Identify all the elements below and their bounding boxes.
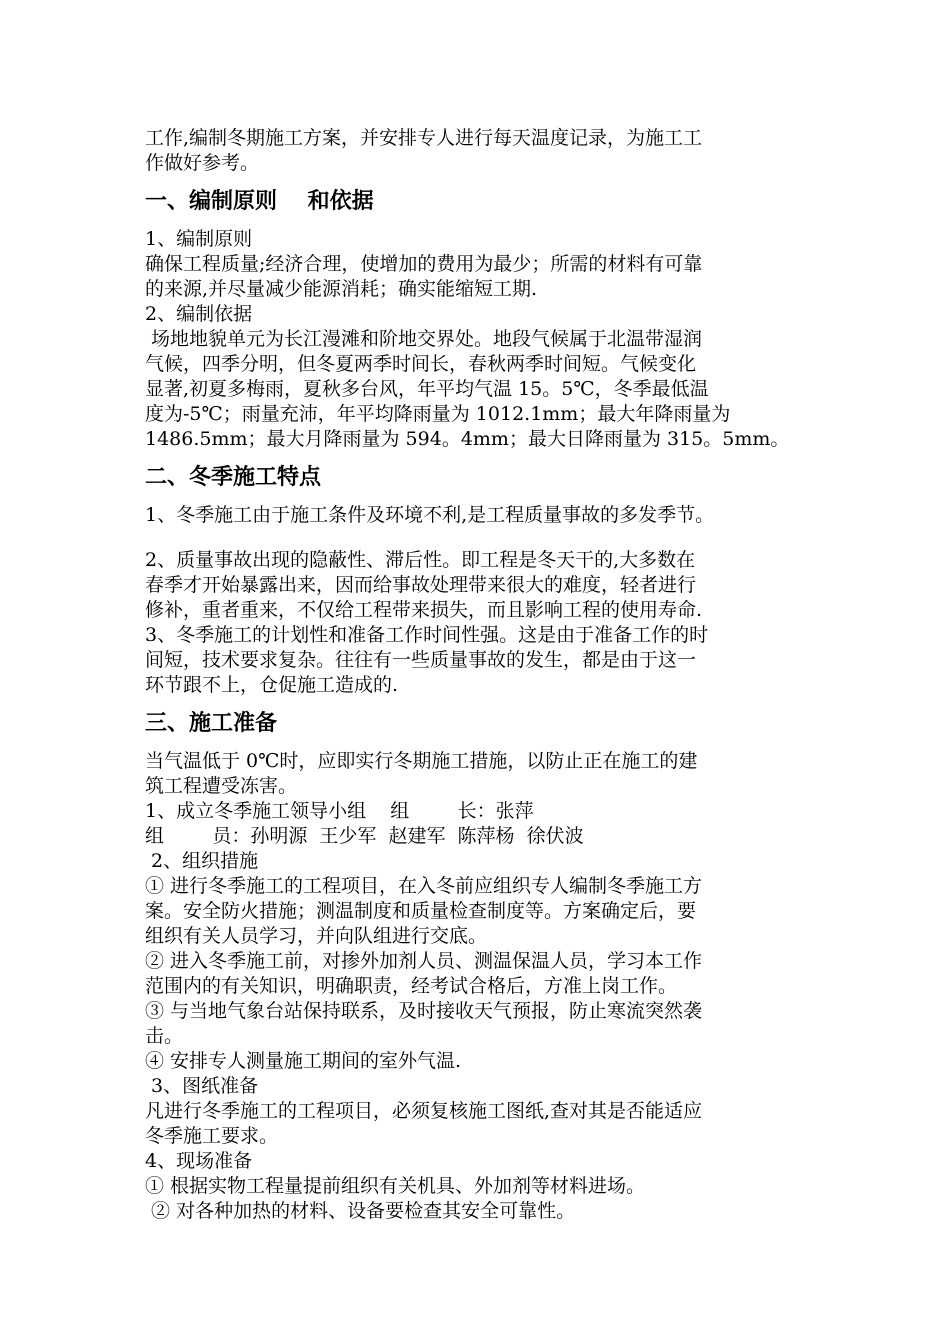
paragraph-line: ④ 安排专人测量施工期间的室外气温.	[145, 1050, 462, 1072]
paragraph-line: 组 员：孙明源 王少军 赵建军 陈萍杨 徐伏波	[145, 825, 584, 847]
paragraph-line: 3、冬季施工的计划性和准备工作时间性强。这是由于准备工作的时	[145, 624, 709, 646]
paragraph-line: 间短，技术要求复杂。往往有一些质量事故的发生，都是由于这一	[145, 649, 697, 671]
paragraph-line: ② 进入冬季施工前，对掺外加剂人员、测温保温人员，学习本工作	[145, 950, 703, 972]
paragraph-line: 凡进行冬季施工的工程项目，必须复核施工图纸,查对其是否能适应	[145, 1100, 703, 1122]
paragraph-line: 2、组织措施	[145, 850, 259, 872]
paragraph-line: 环节跟不上，仓促施工造成的.	[145, 674, 399, 696]
paragraph-line: 的来源,并尽量减少能源消耗；确实能缩短工期.	[145, 278, 538, 300]
paragraph-line: 1、冬季施工由于施工条件及环境不利,是工程质量事故的多发季节。	[145, 504, 715, 526]
paragraph-line: 案。安全防火措施；测温制度和质量检查制度等。方案确定后，要	[145, 900, 697, 922]
paragraph-line: ② 对各种加热的材料、设备要检查其安全可靠性。	[145, 1200, 576, 1222]
section-heading: 二、冬季施工特点	[145, 465, 322, 490]
paragraph-line: ③ 与当地气象台站保持联系，及时接收天气预报，防止寒流突然袭	[145, 1000, 703, 1022]
paragraph-line: 确保工程质量;经济合理，使增加的费用为最少；所需的材料有可靠	[145, 253, 703, 275]
paragraph-line: 筑工程遭受冻害。	[145, 775, 298, 797]
paragraph-line: 当气温低于 0℃时，应即实行冬期施工措施，以防止正在施工的建	[145, 750, 698, 772]
paragraph-line: 4、现场准备	[145, 1150, 253, 1172]
paragraph-line: 冬季施工要求。	[145, 1125, 279, 1147]
paragraph-line: 场地地貌单元为长江漫滩和阶地交界处。地段气候属于北温带湿润	[145, 328, 703, 350]
paragraph-line: 击。	[145, 1025, 184, 1047]
paragraph-line: 显著,初夏多梅雨，夏秋多台风，年平均气温 15。5℃，冬季最低温	[145, 378, 709, 400]
paragraph-line: 修补，重者重来，不仅给工程带来损失，而且影响工程的使用寿命.	[145, 599, 703, 621]
paragraph-line: 组织有关人员学习，并向队组进行交底。	[145, 925, 488, 947]
paragraph-line: 2、质量事故出现的隐蔽性、滞后性。即工程是冬天干的,大多数在	[145, 549, 696, 571]
intro-line: 作做好参考。	[145, 152, 260, 174]
document-body	[145, 126, 825, 1224]
paragraph-line: 度为-5℃；雨量充沛，年平均降雨量为 1012.1mm；最大年降雨量为	[145, 403, 731, 425]
paragraph-line: 气候，四季分明，但冬夏两季时间长，春秋两季时间短。气候变化	[145, 353, 697, 375]
intro-line: 工作,编制冬期施工方案，并安排专人进行每天温度记录，为施工工	[145, 127, 703, 149]
paragraph-line: ① 进行冬季施工的工程项目，在入冬前应组织专人编制冬季施工方	[145, 875, 703, 897]
paragraph-line: 3、图纸准备	[145, 1075, 259, 1097]
paragraph-line: 1、成立冬季施工领导小组 组 长：张萍	[145, 800, 534, 822]
section-heading: 一、编制原则 和依据	[145, 189, 374, 214]
paragraph-line: 2、编制依据	[145, 303, 253, 325]
paragraph-line: 1486.5mm；最大月降雨量为 594。4mm；最大日降雨量为 315。5mm。	[145, 428, 790, 450]
paragraph-line: ① 根据实物工程量提前组织有关机具、外加剂等材料进场。	[145, 1175, 646, 1197]
section-heading: 三、施工准备	[145, 711, 278, 736]
paragraph-line: 范围内的有关知识，明确职责，经考试合格后，方准上岗工作。	[145, 975, 678, 997]
blank-line	[145, 528, 825, 548]
paragraph-line: 春季才开始暴露出来，因而给事故处理带来很大的难度，轻者进行	[145, 574, 697, 596]
paragraph-line: 1、编制原则	[145, 228, 253, 250]
